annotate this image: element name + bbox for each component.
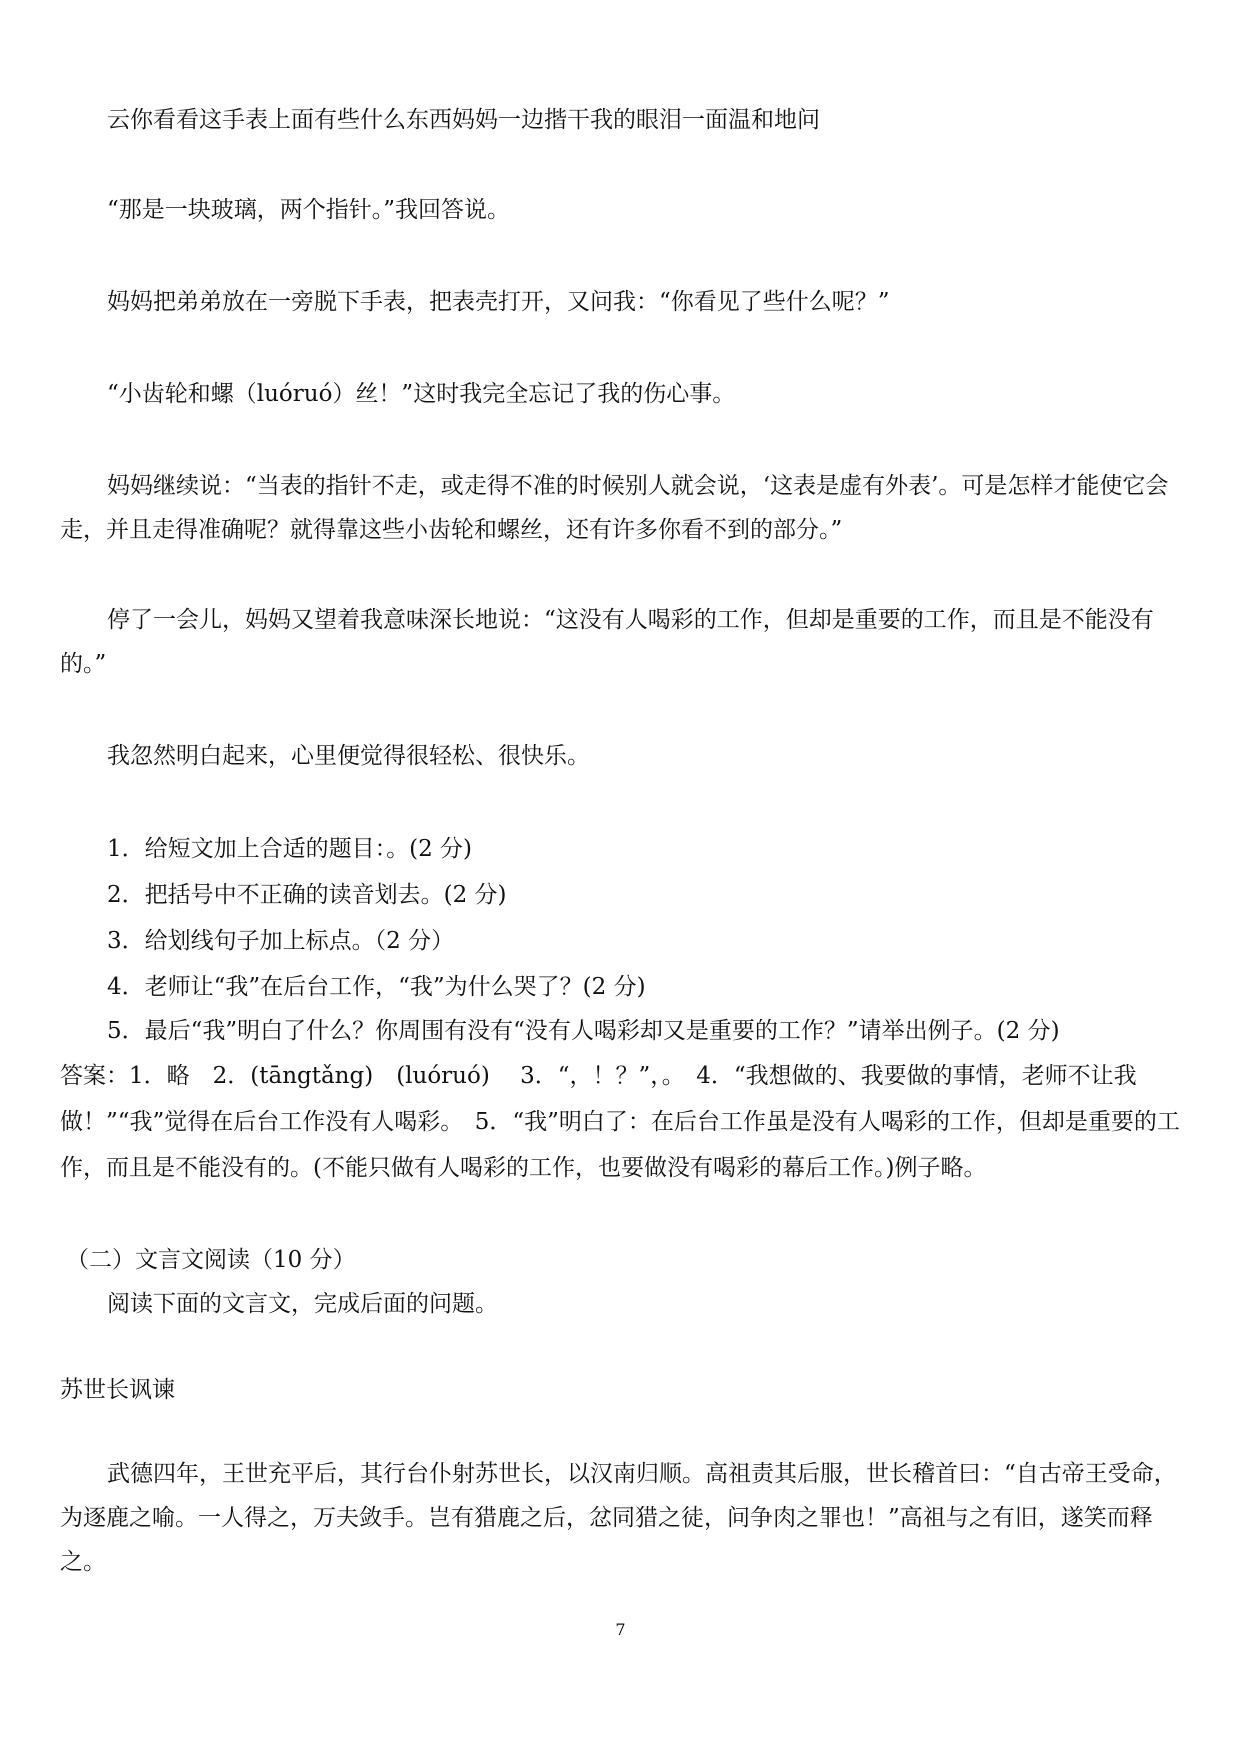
story-paragraph-2: “那是一块玻璃，两个指针。”我回答说。 bbox=[107, 197, 511, 223]
story-paragraph-4: “小齿轮和螺（luóruó）丝！”这时我完全忘记了我的伤心事。 bbox=[107, 381, 736, 407]
passage-paragraph: 武德四年，王世充平后，其行台仆射苏世长，以汉南归顺。高祖责其后服，世长稽首曰：“自古帝王受命，为逐鹿之喻。一人得之，万夫敛手。岂有猎鹿之后，忿同猎之徒，问争肉之罪也！”高祖与之有旧，遂笑而释之。 bbox=[60, 1461, 1177, 1575]
section-heading: （二）文言文阅读（10 分） bbox=[66, 1247, 356, 1273]
question-4: 4．老师让“我”在后台工作，“我”为什么哭了？(2 分) bbox=[107, 974, 646, 1000]
story-paragraph-6: 停了一会儿，妈妈又望着我意味深长地说：“这没有人喝彩的工作，但却是重要的工作，而且是不能没有的。” bbox=[60, 607, 1154, 677]
question-3: 3．给划线句子加上标点。（2 分） bbox=[107, 928, 455, 954]
passage-title: 苏世长讽谏 bbox=[60, 1377, 175, 1403]
question-5: 5．最后“我”明白了什么？你周围有没有“没有人喝彩却又是重要的工作？”请举出例子。(2 分) bbox=[107, 1018, 1060, 1044]
section-instruction: 阅读下面的文言文，完成后面的问题。 bbox=[107, 1291, 498, 1317]
question-1: 1．给短文加上合适的题目：。(2 分) bbox=[107, 836, 473, 862]
story-paragraph-3: 妈妈把弟弟放在一旁脱下手表，把表壳打开，又问我：“你看见了些什么呢？” bbox=[107, 289, 890, 315]
story-paragraph-5: 妈妈继续说：“当表的指针不走，或走得不准的时候别人就会说，‘这表是虚有外表’。可是怎样才能使它会走，并且走得准确呢？就得靠这些小齿轮和螺丝，还有许多你看不到的部分。” bbox=[60, 473, 1169, 543]
story-paragraph-7: 我忽然明白起来，心里便觉得很轻松、很快乐。 bbox=[107, 743, 590, 769]
page-number: 7 bbox=[615, 1620, 626, 1639]
question-2: 2．把括号中不正确的读音划去。(2 分) bbox=[107, 882, 507, 908]
answer-block: 答案：1．略 2．(tāngtǎng) (luóruó) 3．“，！？”，。 4．“我想做的、我要做的事情，老师不让我做！”“我”觉得在后台工作没有人喝彩。 5．“我”明白了：在后台工作虽是没有人喝彩的工作，但却是重要的工作，而且是不能没有的。(不能只做有人喝彩的工作，也要做没有喝彩的幕后工作。)例子略。 bbox=[60, 1063, 1180, 1181]
story-paragraph-1: 云你看看这手表上面有些什么东西妈妈一边揩干我的眼泪一面温和地问 bbox=[107, 107, 820, 133]
